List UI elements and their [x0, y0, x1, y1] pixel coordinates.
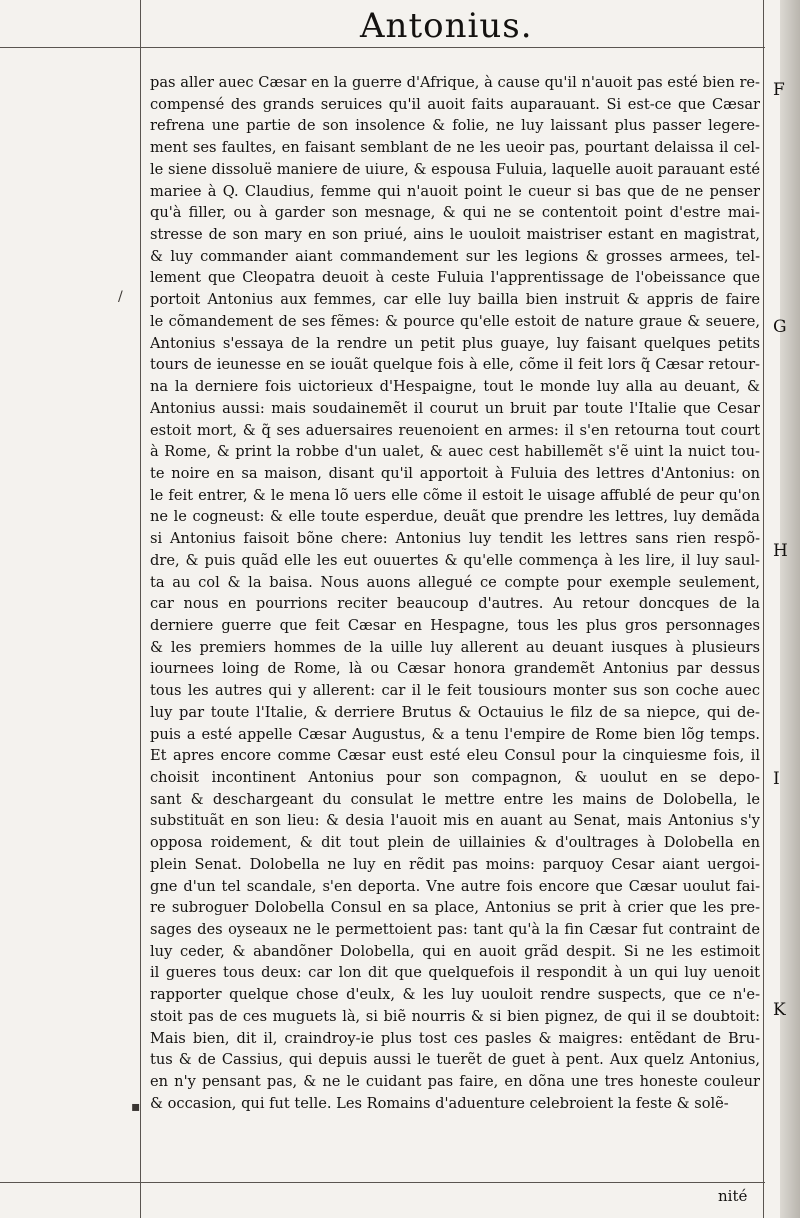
text-line: & les premiers hommes de la uille luy allerent au deuant iusques à plusieurs — [150, 638, 760, 656]
right-margin-rule — [763, 0, 764, 1218]
body-text — [150, 72, 760, 1115]
text-line: si Antonius faisoit bõne chere: Antonius luy tendit les lettres sans rien respõ- — [150, 530, 760, 548]
text-line: sages des oyseaux ne le permettoient pas: tant qu'à la fin Cæsar fut contraint de — [150, 921, 760, 939]
text-line: rapporter quelque chose d'eulx, & les luy uouloit rendre suspects, que ce n'e- — [150, 986, 760, 1004]
text-line: tours de ieunesse en se iouãt quelque fois à elle, cõme il feit lors q̃ Cæsar retour- — [150, 356, 760, 374]
running-head: Antonius. — [360, 6, 533, 46]
text-line: Mais bien, dit il, craindroy-ie plus tost ces pasles & maigres: entẽdant de Bru- — [150, 1029, 760, 1047]
text-line: substituãt en son lieu: & desia l'auoit mis en auant au Senat, mais Antonius s'y — [150, 812, 760, 830]
text-line: pas aller auec Cæsar en la guerre d'Afrique, à cause qu'il n'auoit pas esté bien re- — [150, 74, 760, 91]
marginal-dot-mark: ▪ — [131, 1099, 141, 1115]
text-line: gne d'un tel scandale, s'en deporta. Vne autre fois encore que Cæsar uoulut fai- — [150, 877, 760, 895]
text-line: na la derniere fois uictorieux d'Hespaigne, tout le monde luy alla au deuant, & — [150, 378, 760, 396]
text-line: Antonius aussi: mais soudainemẽt il courut un bruit par toute l'Italie que Cesar — [150, 399, 760, 417]
text-line: sant & deschargeant du consulat le mettre entre les mains de Dolobella, le — [150, 790, 760, 808]
text-line: luy ceder, & abandõner Dolobella, qui en auoit grãd despit. Si ne les estimoit — [150, 942, 760, 960]
text-line: & occasion, qui fut telle. Les Romains d'aduenture celebroient la feste & solẽ- — [150, 1094, 729, 1112]
page-edge — [780, 0, 800, 1218]
text-line: Et apres encore comme Cæsar eust esté eleu Consul pour la cinquiesme fois, il — [150, 747, 760, 765]
text-line: lement que Cleopatra deuoit à ceste Fuluia l'apprentissage de l'obeissance que — [150, 269, 760, 287]
text-line: tous les autres qui y allerent: car il le feit tousiours monter sus son coche auec — [150, 682, 760, 700]
text-line: iournees loing de Rome, là ou Cæsar honora grandemẽt Antonius par dessus — [150, 660, 760, 678]
marginal-letter: K — [773, 1000, 786, 1020]
text-line: portoit Antonius aux femmes, car elle luy bailla bien instruit & appris de faire — [150, 291, 760, 309]
marginal-letter: I — [773, 769, 780, 789]
marginal-letter: H — [773, 541, 788, 561]
marginal-letter: G — [773, 317, 787, 337]
text-line: à Rome, & print la robbe d'un ualet, & auec cest habillemẽt s'ẽ uint la nuict tou- — [150, 443, 760, 461]
text-line: stoit pas de ces muguets là, si biẽ nourris & si bien pignez, de qui il se doubtoit: — [150, 1007, 760, 1025]
text-line: choisit incontinent Antonius pour son compagnon, & uoulut en se depo- — [150, 769, 760, 786]
marginal-slash-mark: / — [118, 289, 123, 305]
text-line: te noire en sa maison, disant qu'il apportoit à Fuluia des lettres d'Antonius: on — [150, 464, 760, 482]
text-line: il gueres tous deux: car lon dit que quelquefois il respondit à un qui luy uenoit — [150, 964, 760, 982]
text-line: le feit entrer, & le mena lõ uers elle cõme il estoit le uisage affublé de peur qu'on — [150, 486, 760, 504]
text-line: en n'y pensant pas, & ne le cuidant pas faire, en dõna une tres honeste couleur — [150, 1073, 760, 1091]
text-line: plein Senat. Dolobella ne luy en rẽdit pas moins: parquoy Cesar aiant uergoi- — [150, 855, 760, 873]
marginal-letter: F — [773, 80, 785, 100]
text-line: puis a esté appelle Cæsar Augustus, & a tenu l'empire de Rome bien lõg temps. — [150, 725, 760, 743]
text-line: ment ses faultes, en faisant semblant de ne les ueoir pas, pourtant delaissa il cel- — [150, 139, 760, 157]
text-line: stresse de son mary en son priué, ains le uouloit maistriser estant en magistrat, — [150, 226, 760, 244]
text-line: Antonius s'essaya de la rendre un petit plus guaye, luy faisant quelques petits — [150, 334, 760, 352]
text-line: luy par toute l'Italie, & derriere Brutus & Octauius le filz de sa niepce, qui de- — [150, 703, 760, 721]
text-line: re subroguer Dolobella Consul en sa place, Antonius se prit à crier que les pre- — [150, 899, 760, 917]
top-rule — [0, 47, 765, 48]
text-line: dre, & puis quãd elle les eut ouuertes & qu'elle commença à les lire, il luy saul- — [150, 551, 760, 569]
text-line: le cõmandement de ses fẽmes: & pource qu'elle estoit de nature graue & seuere, — [150, 312, 760, 330]
text-line: car nous en pourrions reciter beaucoup d'autres. Au retour doncques de la — [150, 595, 760, 613]
text-line: refrena une partie de son insolence & folie, ne luy laissant plus passer legere- — [150, 117, 760, 135]
bottom-rule — [0, 1182, 765, 1183]
left-margin-rule — [140, 0, 141, 1218]
text-line: tus & de Cassius, qui depuis aussi le tuerẽt de guet à pent. Aux quelz Antonius, — [150, 1051, 760, 1069]
text-line: opposa roidement, & dit tout plein de uillainies & d'oultrages à Dolobella en — [150, 834, 760, 852]
text-line: estoit mort, & q̃ ses aduersaires reuenoient en armes: il s'en retourna tout court — [150, 421, 760, 439]
text-line: compensé des grands seruices qu'il auoit faits auparauant. Si est-ce que Cæsar — [150, 95, 760, 113]
text-line: ne le cogneust: & elle toute esperdue, deuãt que prendre les lettres, luy demãda — [150, 508, 760, 526]
text-line: derniere guerre que feit Cæsar en Hespagne, tous les plus gros personnages — [150, 616, 760, 634]
text-line: mariee à Q. Claudius, femme qui n'auoit point le cueur si bas que de ne penser — [150, 182, 760, 200]
text-line: & luy commander aiant commandement sur les legions & grosses armees, tel- — [150, 247, 760, 265]
catchword: nité — [718, 1187, 748, 1205]
text-line: ta au col & la baisa. Nous auons allegué ce compte pour exemple seulement, — [150, 573, 760, 591]
text-line: qu'à filler, ou à garder son mesnage, & qui ne se contentoit point d'estre mai- — [150, 204, 760, 222]
text-line: le siene dissoluë maniere de uiure, & espousa Fuluia, laquelle auoit parauant esté — [150, 160, 760, 178]
